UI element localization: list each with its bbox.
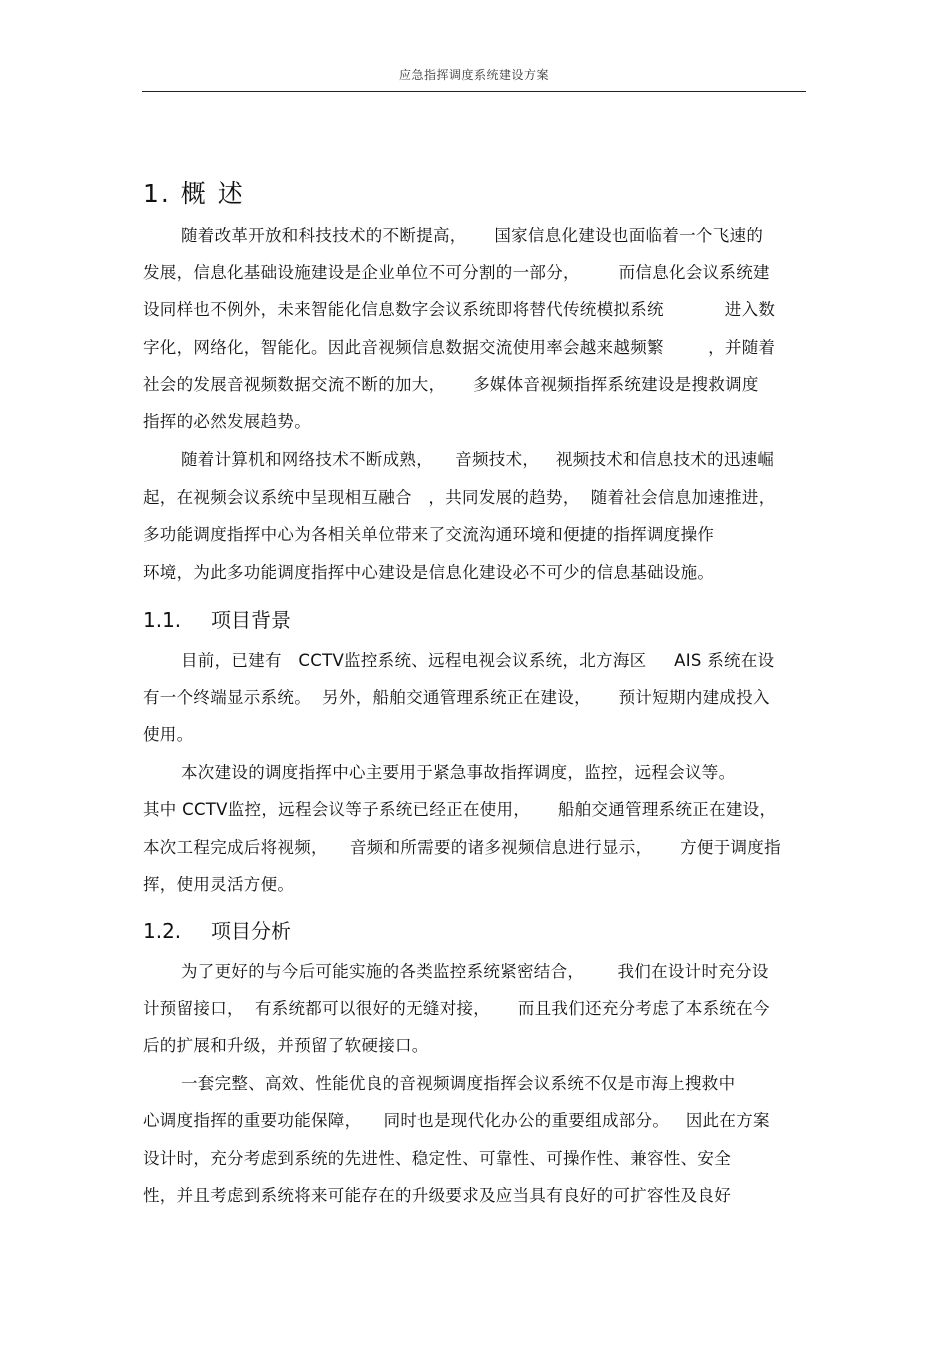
text-line: 随着改革开放和科技技术的不断提高， 国家信息化建设也面临着一个飞速的	[181, 226, 764, 245]
section-heading-analysis	[143, 915, 291, 944]
text-line: 本次工程完成后将视频， 音频和所需要的诸多视频信息进行显示， 方便于调度指	[143, 838, 781, 857]
text-line: 目前，已建有 CCTV监控系统、远程电视会议系统，北方海区 AIS 系统在设	[181, 651, 775, 670]
text-line: 使用。	[143, 725, 194, 744]
section-number: 1.1.	[143, 608, 182, 632]
text-line: 设同样也不例外，未来智能化信息数字会议系统即将替代传统模拟系统 进入数	[143, 300, 776, 319]
text-line: 环境，为此多功能调度指挥中心建设是信息化建设必不可少的信息基础设施。	[143, 563, 715, 582]
section-title: 项目分析	[211, 919, 291, 943]
text-line: 指挥的必然发展趋势。	[143, 412, 311, 431]
text-line: 后的扩展和升级，并预留了软硬接口。	[143, 1036, 429, 1055]
text-line: 社会的发展音视频数据交流不断的加大， 多媒体音视频指挥系统建设是搜救调度	[143, 375, 759, 394]
text-line: 一套完整、高效、性能优良的音视频调度指挥会议系统不仅是市海上搜救中	[181, 1074, 736, 1093]
text-line: 随着计算机和网络技术不断成熟， 音频技术， 视频技术和信息技术的迅速崛	[181, 450, 775, 469]
text-line: 计预留接口， 有系统都可以很好的无缝对接， 而且我们还充分考虑了本系统在今	[143, 999, 770, 1018]
text-line: 起，在视频会议系统中呈现相互融合 ，共同发展的趋势， 随着社会信息加速推进，	[143, 488, 776, 507]
section-number: 1.2.	[143, 919, 182, 943]
text-line: 挥，使用灵活方便。	[143, 875, 295, 894]
page-header-title: 应急指挥调度系统建设方案	[398, 68, 549, 82]
text-line: 本次建设的调度指挥中心主要用于紧急事故指挥调度，监控，远程会议等。	[181, 763, 736, 782]
section-heading-background	[143, 604, 291, 633]
text-line: 性，并且考虑到系统将来可能存在的升级要求及应当具有良好的可扩容性及良好	[143, 1186, 731, 1205]
text-line: 设计时，充分考虑到系统的先进性、稳定性、可靠性、可操作性、兼容性、安全	[143, 1149, 731, 1168]
section-heading-overview: 1. 概 述	[143, 179, 245, 208]
section-title: 项目背景	[211, 608, 291, 632]
text-line: 有一个终端显示系统。 另外，船舶交通管理系统正在建设， 预计短期内建成投入	[143, 688, 770, 707]
text-line: 发展，信息化基础设施建设是企业单位不可分割的一部分， 而信息化会议系统建	[143, 263, 770, 282]
header-divider	[142, 91, 806, 92]
text-line: 心调度指挥的重要功能保障， 同时也是现代化办公的重要组成部分。 因此在方案	[143, 1111, 770, 1130]
text-line: 其中 CCTV监控，远程会议等子系统已经正在使用， 船舶交通管理系统正在建设，	[143, 800, 777, 819]
text-line: 字化，网络化，智能化。因此音视频信息数据交流使用率会越来越频繁 ，并随着	[143, 338, 776, 357]
text-line: 多功能调度指挥中心为各相关单位带来了交流沟通环境和便捷的指挥调度操作	[143, 525, 715, 544]
text-line: 为了更好的与今后可能实施的各类监控系统紧密结合， 我们在设计时充分设	[181, 962, 769, 981]
